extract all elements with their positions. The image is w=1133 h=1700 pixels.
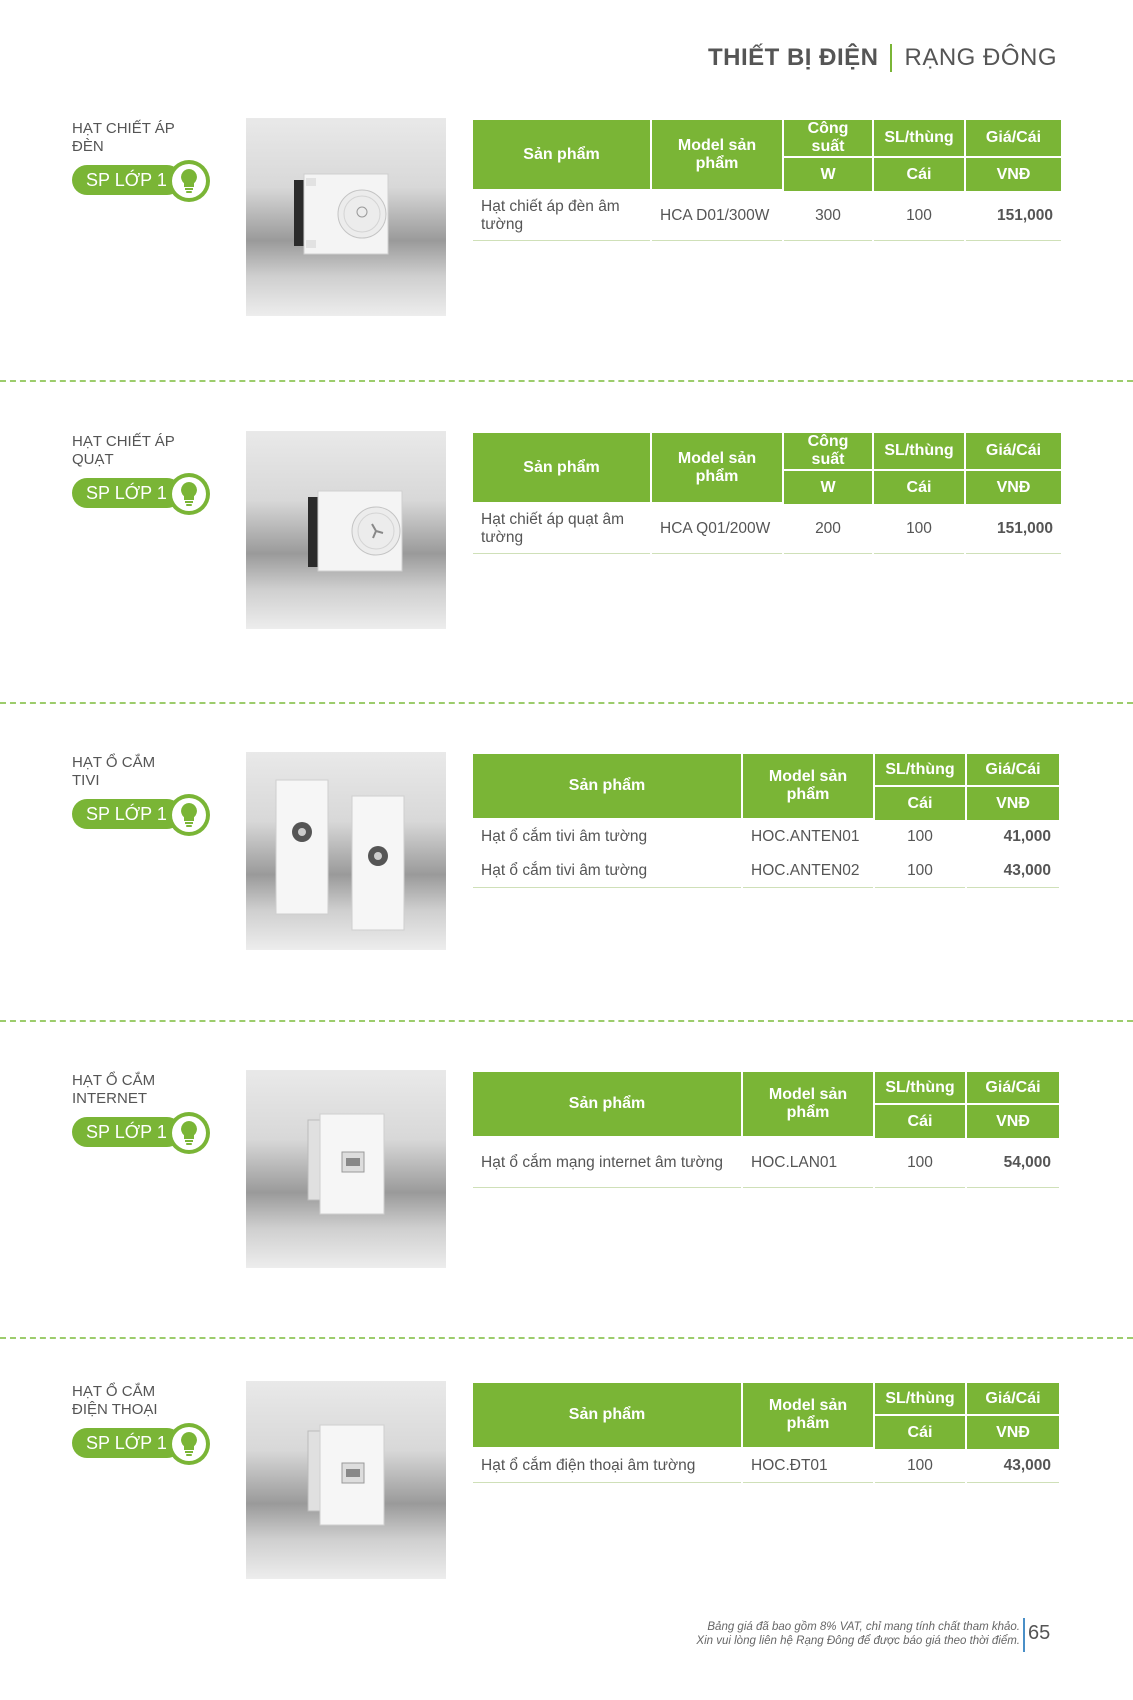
cell-product: Hạt ổ cắm điện thoại âm tường (473, 1449, 741, 1483)
header-product: Sản phẩm (473, 1383, 741, 1449)
header-price-unit: VNĐ (967, 1105, 1059, 1138)
header-product: Sản phẩm (473, 754, 741, 820)
table-row (473, 191, 1061, 241)
section-title (72, 1072, 155, 1108)
cell-qty: 100 (875, 1138, 965, 1188)
section-title-line2: TIVI (72, 772, 100, 789)
class1-badge (72, 473, 212, 513)
cell-model: HOC.ĐT01 (743, 1449, 873, 1483)
section-title (72, 1383, 158, 1419)
badge-label: SP LỚP 1 (72, 478, 182, 508)
product-section-tv-socket (0, 754, 1133, 1054)
header-price-unit: VNĐ (966, 471, 1061, 504)
section-title-line2: INTERNET (72, 1090, 147, 1107)
cell-price: 41,000 (1003, 828, 1051, 845)
brand-title-strong: THIẾT BỊ ĐIỆN (707, 44, 879, 71)
product-section-dimmer-light (0, 120, 1133, 420)
cell-qty: 100 (875, 854, 965, 888)
badge-label: SP LỚP 1 (72, 799, 182, 829)
table-row (473, 504, 1061, 554)
product-photo-lan-socket (246, 1070, 446, 1268)
header-qty-unit: Cái (875, 1105, 965, 1138)
page-header (708, 44, 1057, 72)
cell-model: HCA Q01/200W (652, 504, 782, 554)
footer-note (580, 1620, 1020, 1648)
section-title (72, 754, 155, 790)
header-qty: SL/thùng (874, 433, 964, 471)
brand-title-light: RẠNG ĐÔNG (904, 44, 1057, 71)
product-section-dimmer-fan (0, 433, 1133, 733)
cell-power: 300 (784, 191, 872, 241)
cell-price: 54,000 (967, 1138, 1059, 1188)
header-product: Sản phẩm (473, 120, 650, 191)
header-qty-unit: Cái (874, 158, 964, 191)
lightbulb-icon (168, 1423, 210, 1465)
header-product: Sản phẩm (473, 1072, 741, 1138)
price-table (471, 754, 1061, 888)
header-product: Sản phẩm (473, 433, 650, 504)
header-price: Giá/Cái (967, 754, 1059, 787)
header-price-unit: VNĐ (966, 158, 1061, 191)
header-qty: SL/thùng (874, 120, 964, 158)
price-table (471, 1072, 1061, 1188)
table-row (473, 820, 1059, 854)
cell-product: Hạt ổ cắm tivi âm tường (481, 828, 648, 845)
cell-qty: 100 (907, 828, 933, 845)
cell-model: HOC.LAN01 (743, 1138, 873, 1188)
header-model: Model sản phẩm (743, 1072, 873, 1138)
header-model: Model sản phẩm (652, 120, 782, 191)
header-price: Giá/Cái (967, 1072, 1059, 1105)
cell-qty: 100 (874, 191, 964, 241)
section-divider (0, 380, 1133, 382)
header-qty-unit: Cái (875, 1416, 965, 1449)
section-divider (0, 702, 1133, 704)
price-table (471, 433, 1063, 554)
cell-product: Hạt ổ cắm tivi âm tường (473, 854, 741, 888)
header-price: Giá/Cái (966, 433, 1061, 471)
table-row (473, 854, 1059, 888)
lightbulb-icon (168, 1112, 210, 1154)
cell-model: HOC.ANTEN01 (751, 828, 860, 845)
header-power-unit: W (784, 471, 872, 504)
badge-label: SP LỚP 1 (72, 165, 182, 195)
cell-model: HOC.ANTEN02 (743, 854, 873, 888)
header-price-unit: VNĐ (967, 787, 1059, 820)
cell-price: 43,000 (967, 1449, 1059, 1483)
product-photo-phone-socket (246, 1381, 446, 1579)
cell-price: 43,000 (967, 854, 1059, 888)
header-qty: SL/thùng (875, 754, 965, 787)
lightbulb-icon (168, 160, 210, 202)
cell-product: Hạt ổ cắm mạng internet âm tường (473, 1138, 741, 1188)
cell-price: 151,000 (966, 191, 1061, 241)
product-photo-tv-socket (246, 752, 446, 950)
section-title-line1: HẠT Ổ CẮM (72, 1383, 156, 1400)
header-power-unit: W (784, 158, 872, 191)
table-row (473, 1138, 1059, 1188)
class1-badge (72, 160, 212, 200)
header-price-unit: VNĐ (967, 1416, 1059, 1449)
cell-qty: 100 (874, 504, 964, 554)
section-title-line1: HẠT CHIẾT ÁP (72, 433, 175, 450)
section-divider (0, 1020, 1133, 1022)
footer-note-line2: Xin vui lòng liên hệ Rạng Đông để được báo giá theo thời điểm. (696, 1635, 1020, 1647)
class1-badge (72, 1112, 212, 1152)
header-price: Giá/Cái (967, 1383, 1059, 1416)
class1-badge (72, 1423, 212, 1463)
section-title-line2: QUẠT (72, 451, 114, 468)
header-qty-unit: Cái (875, 787, 965, 820)
header-power: Công suất (784, 433, 872, 471)
header-model: Model sản phẩm (743, 1383, 873, 1449)
header-qty-unit: Cái (874, 471, 964, 504)
price-table (471, 120, 1063, 241)
page-number: 65 (1028, 1622, 1051, 1644)
header-model: Model sản phẩm (743, 754, 873, 820)
badge-label: SP LỚP 1 (72, 1428, 182, 1458)
footer-note-line1: Bảng giá đã bao gồm 8% VAT, chỉ mang tính chất tham khảo. (707, 1621, 1020, 1633)
section-title (72, 120, 175, 156)
section-title-line2: ĐIỆN THOẠI (72, 1401, 158, 1418)
section-title-line1: HẠT CHIẾT ÁP (72, 120, 175, 137)
header-qty: SL/thùng (875, 1072, 965, 1105)
price-table (471, 1383, 1061, 1483)
header-power: Công suất (784, 120, 872, 158)
cell-price: 151,000 (966, 504, 1061, 554)
header-model: Model sản phẩm (652, 433, 782, 504)
product-section-lan-socket (0, 1072, 1133, 1372)
header-price: Giá/Cái (966, 120, 1061, 158)
product-photo-dimmer-fan (246, 431, 446, 629)
section-divider (0, 1337, 1133, 1339)
product-photo-dimmer-light (246, 118, 446, 316)
badge-label: SP LỚP 1 (72, 1117, 182, 1147)
section-title-line2: ĐÈN (72, 138, 104, 155)
cell-model: HCA D01/300W (652, 191, 782, 241)
class1-badge (72, 794, 212, 834)
lightbulb-icon (168, 473, 210, 515)
table-row (473, 1449, 1059, 1483)
section-title-line1: HẠT Ổ CẮM (72, 754, 156, 771)
cell-product: Hạt chiết áp đèn âm tường (473, 191, 650, 241)
section-title-line1: HẠT Ổ CẮM (72, 1072, 156, 1089)
cell-power: 200 (784, 504, 872, 554)
header-qty: SL/thùng (875, 1383, 965, 1416)
cell-product: Hạt chiết áp quạt âm tường (473, 504, 650, 554)
cell-qty: 100 (875, 1449, 965, 1483)
lightbulb-icon (168, 794, 210, 836)
page-number-rule (1023, 1618, 1025, 1652)
header-divider (890, 44, 892, 72)
section-title (72, 433, 175, 469)
